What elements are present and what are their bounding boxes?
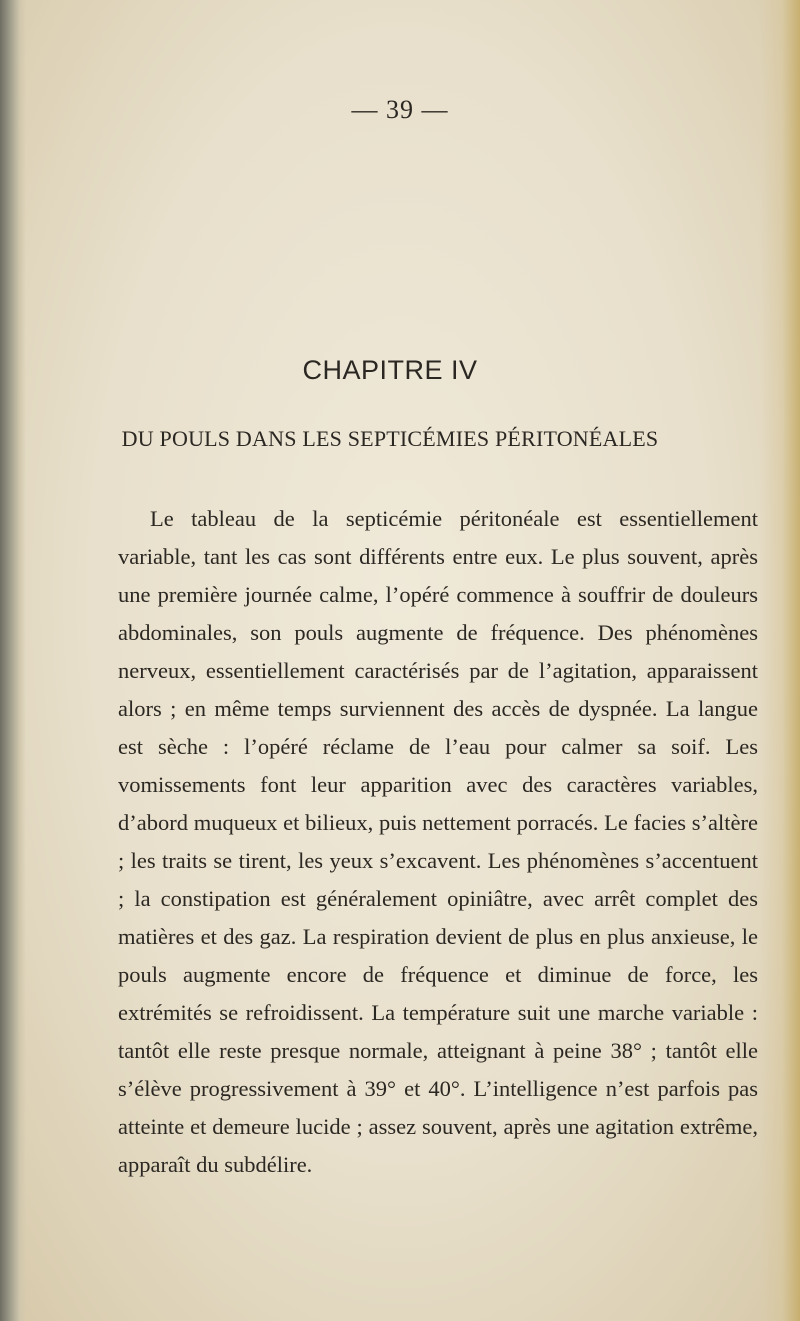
section-title: DU POULS DANS LES SEPTICÉMIES PÉRITONÉALES: [121, 426, 659, 451]
page-number: — 39 —: [351, 95, 449, 124]
chapter-heading: CHAPITRE IV: [302, 355, 478, 385]
page-binding-edge: [0, 0, 26, 1321]
page-stained-edge: [760, 0, 800, 1321]
body-paragraph: Le tableau de la septicémie péritonéale est essentiellement variable, tant les cas sont différents entre eux. Le plus souvent, après une première journée calme, l’opéré commence à souffrir de douleurs abdominales, son pouls augmente de fréquence. Des phénomènes nerveux, essentiellement caractérisés par de l’agitation, apparaissent alors ; en même temps surviennent des accès de dyspnée. La langue est sèche : l’opéré réclame de l’eau pour calmer sa soif. Les vomissements font leur apparition avec des caractères variables, d’abord muqueux et bilieux, puis nettement porracés. Le facies s’altère ; les traits se tirent, les yeux s’excavent. Les phénomènes s’accentuent ; la constipation est généralement opiniâtre, avec arrêt complet des matières et des gaz. La respiration devient de plus en plus anxieuse, le pouls augmente encore de fréquence et diminue de force, les extrémités se refroidissent. La température suit une marche variable : tantôt elle reste presque normale, atteignant à peine 38° ; tantôt elle s’élève progressivement à 39° et 40°. L’intelligence n’est parfois pas atteinte et demeure lucide ; assez souvent, après une agitation extrême, apparaît du subdélire.: [118, 506, 758, 1177]
